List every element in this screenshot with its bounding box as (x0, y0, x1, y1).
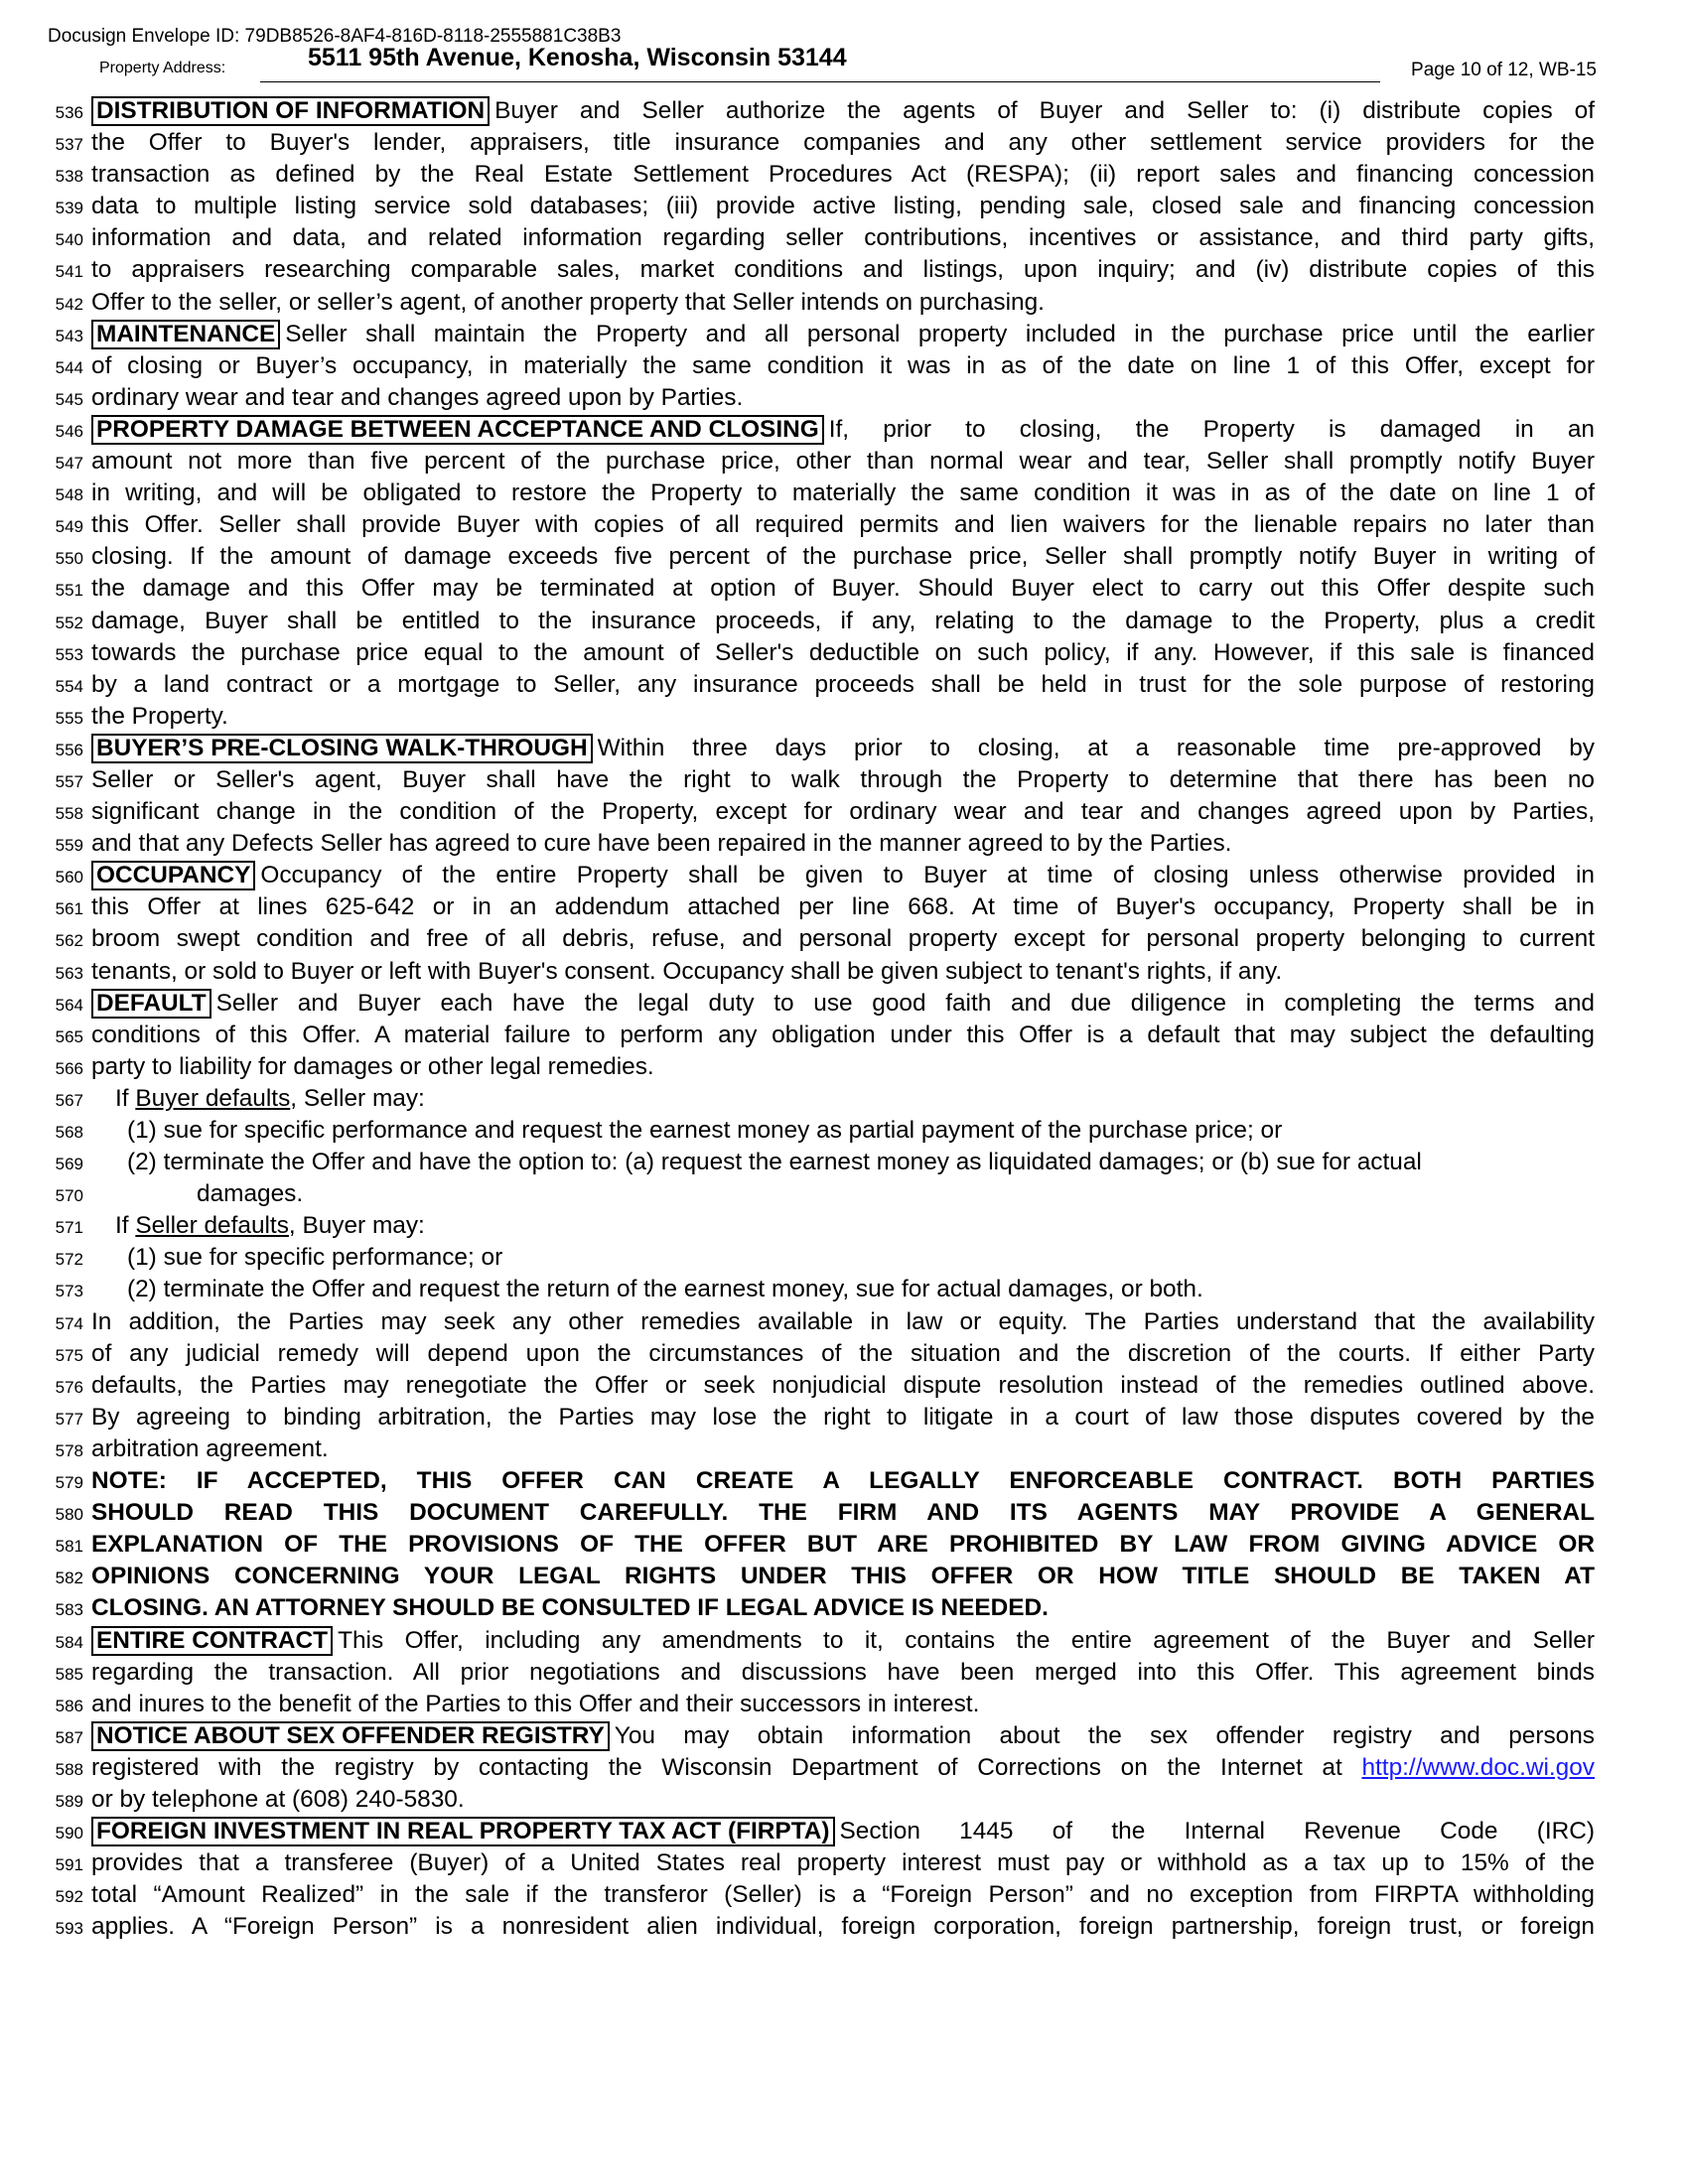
document-line (0, 159, 1688, 191)
document-line (0, 95, 1688, 127)
document-line (0, 1178, 1688, 1210)
line-body: to appraisers researching comparable sales, market conditions and listings, upon inquiry; and (iv) distribute copies of this (91, 256, 1595, 284)
line-number: 589 (55, 1791, 83, 1811)
line-text (91, 319, 1595, 350)
line-number: 544 (55, 357, 83, 377)
document-line (0, 1816, 1688, 1847)
line-text (91, 796, 1595, 828)
line-number: 560 (55, 868, 83, 887)
document-line (0, 669, 1688, 701)
line-number: 552 (55, 613, 83, 632)
line-text (91, 669, 1595, 701)
line-number: 548 (55, 485, 83, 505)
doc-website-link[interactable]: http://www.doc.wi.gov (1361, 1753, 1595, 1781)
line-number: 570 (55, 1186, 83, 1206)
line-body: ordinary wear and tear and changes agreed upon by Parties. (91, 383, 744, 411)
line-text (91, 350, 1595, 382)
document-line (0, 1147, 1688, 1178)
line-body: EXPLANATION OF THE PROVISIONS OF THE OFFER BUT ARE PROHIBITED BY LAW FROM GIVING ADVICE OR (91, 1531, 1595, 1559)
line-body: applies. A “Foreign Person” is a nonresident alien individual, foreign corporation, foreign partnership, foreign trust, or foreign (91, 1913, 1595, 1941)
line-text (91, 573, 1595, 605)
document-line (0, 1752, 1688, 1784)
line-text (91, 95, 1595, 127)
line-number: 557 (55, 771, 83, 791)
document-line (0, 1465, 1688, 1497)
line-body: amount not more than five percent of the purchase price, other than normal wear and tear, Seller shall promptly notify Buyer (91, 448, 1595, 476)
line-text (91, 733, 1595, 764)
line-text (91, 988, 1595, 1020)
line-body: You may obtain information about the sex offender registry and persons (614, 1721, 1595, 1749)
line-number: 578 (55, 1440, 83, 1460)
document-line (0, 1274, 1688, 1305)
document-line (0, 287, 1688, 319)
line-text (91, 828, 1595, 860)
line-number: 553 (55, 644, 83, 664)
document-line (0, 1210, 1688, 1242)
line-number: 561 (55, 899, 83, 919)
line-number: 581 (55, 1537, 83, 1557)
line-text (91, 860, 1595, 891)
line-number: 585 (55, 1664, 83, 1684)
line-text (91, 1306, 1595, 1338)
line-body: information and data, and related information regarding seller contributions, incentives or assistance, and third party gifts, (91, 224, 1595, 252)
line-text (91, 1338, 1595, 1370)
document-line (0, 988, 1688, 1020)
document-line (0, 1306, 1688, 1338)
line-text (91, 764, 1595, 796)
document-line (0, 222, 1688, 254)
line-body: CLOSING. AN ATTORNEY SHOULD BE CONSULTED IF LEGAL ADVICE IS NEEDED. (91, 1594, 1049, 1622)
line-text (91, 1752, 1595, 1784)
line-text (91, 891, 1595, 923)
document-line (0, 541, 1688, 573)
line-text (91, 1402, 1595, 1433)
line-body: of closing or Buyer’s occupancy, in materially the same condition it was in as of the date on line 1 of this Offer, except for (91, 351, 1595, 379)
line-number: 573 (55, 1282, 83, 1301)
document-line (0, 1784, 1688, 1816)
line-body: defaults, the Parties may renegotiate the Offer or seek nonjudicial dispute resolution instead of the remedies outlined above. (91, 1371, 1595, 1399)
line-body: Within three days prior to closing, at a reasonable time pre-approved by (597, 734, 1595, 761)
line-body: data to multiple listing service sold databases; (iii) provide active listing, pending sale, closed sale and financing concession (91, 193, 1595, 220)
line-number: 546 (55, 421, 83, 441)
line-text (91, 1879, 1595, 1911)
line-body: (2) terminate the Offer and request the return of the earnest money, sue for actual damages, or both. (127, 1276, 1203, 1303)
line-body: Occupancy of the entire Property shall be given to Buyer at time of closing unless otherwise provided in (260, 862, 1595, 889)
document-line (0, 1115, 1688, 1147)
line-body: or by telephone at (608) 240-5830. (91, 1785, 465, 1813)
line-text (91, 1242, 1595, 1274)
line-number: 550 (55, 549, 83, 569)
line-body: Seller and Buyer each have the legal duty to use good faith and due diligence in completing the terms and (215, 989, 1595, 1017)
line-number: 536 (55, 103, 83, 122)
section-heading: PROPERTY DAMAGE BETWEEN ACCEPTANCE AND CLOSING (91, 415, 824, 445)
line-body: This Offer, including any amendments to it, contains the entire agreement of the Buyer and Seller (338, 1626, 1595, 1654)
document-line (0, 446, 1688, 478)
line-body: and inures to the benefit of the Parties to this Offer and their successors in interest. (91, 1690, 980, 1717)
property-address-line (260, 81, 1380, 82)
document-line (0, 1657, 1688, 1689)
line-number: 580 (55, 1505, 83, 1525)
line-number: 582 (55, 1569, 83, 1588)
line-body: towards the purchase price equal to the amount of Seller's deductible on such policy, if any. However, if this sale is financed (91, 638, 1595, 666)
line-body: the damage and this Offer may be terminated at option of Buyer. Should Buyer elect to carry out this Offer despite such (91, 575, 1595, 603)
line-text (91, 254, 1595, 286)
line-number: 577 (55, 1409, 83, 1429)
document-line (0, 382, 1688, 414)
underlined-term: Seller defaults (135, 1212, 289, 1240)
line-number: 588 (55, 1759, 83, 1779)
document-line (0, 1561, 1688, 1592)
line-body: of any judicial remedy will depend upon the circumstances of the situation and the discretion of the courts. If either Party (91, 1339, 1595, 1367)
line-text (91, 509, 1595, 541)
document-line (0, 606, 1688, 637)
line-text (91, 1020, 1595, 1051)
section-heading: BUYER’S PRE-CLOSING WALK-THROUGH (91, 734, 593, 763)
line-text (91, 923, 1595, 955)
section-heading: DEFAULT (91, 989, 211, 1019)
line-number: 555 (55, 708, 83, 728)
line-text (91, 541, 1595, 573)
line-text (91, 1178, 1595, 1210)
line-body: total “Amount Realized” in the sale if the transferor (Seller) is a “Foreign Person” and no exception from FIRPTA withholding (91, 1881, 1595, 1909)
section-heading: DISTRIBUTION OF INFORMATION (91, 96, 490, 126)
line-number: 554 (55, 676, 83, 696)
line-body: registered with the registry by contacting the Wisconsin Department of Corrections on the Internet at (91, 1753, 1342, 1781)
line-body: OPINIONS CONCERNING YOUR LEGAL RIGHTS UNDER THIS OFFER OR HOW TITLE SHOULD BE TAKEN AT (91, 1563, 1595, 1590)
document-line (0, 860, 1688, 891)
page-number: Page 10 of 12, WB-15 (1411, 60, 1597, 80)
document-line (0, 1083, 1688, 1115)
document-line (0, 796, 1688, 828)
line-number: 576 (55, 1377, 83, 1397)
section-heading: ENTIRE CONTRACT (91, 1626, 333, 1656)
line-number: 586 (55, 1696, 83, 1715)
line-text (91, 1561, 1595, 1592)
line-text (91, 382, 1595, 414)
line-text (91, 1433, 1595, 1465)
document-line (0, 1879, 1688, 1911)
line-number: 575 (55, 1345, 83, 1365)
line-number: 568 (55, 1123, 83, 1142)
line-number: 540 (55, 230, 83, 250)
line-body: Section 1445 of the Internal Revenue Code (IRC) (839, 1818, 1595, 1845)
line-number: 579 (55, 1473, 83, 1493)
line-body: Offer to the seller, or seller’s agent, of another property that Seller intends on purchasing. (91, 288, 1045, 316)
line-number: 593 (55, 1919, 83, 1939)
document-line (0, 1051, 1688, 1083)
line-text (91, 1083, 1595, 1115)
line-prefix: If (115, 1212, 136, 1240)
document-line (0, 509, 1688, 541)
document-line (0, 254, 1688, 286)
document-line (0, 956, 1688, 988)
line-number: 587 (55, 1727, 83, 1747)
line-body: Buyer and Seller authorize the agents of Buyer and Seller to: (i) distribute copies of (494, 97, 1595, 124)
line-text (91, 606, 1595, 637)
document-line (0, 1497, 1688, 1529)
line-text (91, 1465, 1595, 1497)
line-body: conditions of this Offer. A material failure to perform any obligation under this Offer is a default that may subject the defaulting (91, 1021, 1595, 1048)
line-text (91, 478, 1595, 509)
line-number: 569 (55, 1155, 83, 1174)
line-body: NOTE: IF ACCEPTED, THIS OFFER CAN CREATE A LEGALLY ENFORCEABLE CONTRACT. BOTH PARTIES (91, 1467, 1595, 1495)
line-number: 539 (55, 199, 83, 218)
line-text (91, 1847, 1595, 1879)
line-number: 559 (55, 836, 83, 856)
section-heading: FOREIGN INVESTMENT IN REAL PROPERTY TAX ACT (FIRPTA) (91, 1817, 835, 1846)
document-line (0, 1242, 1688, 1274)
document-line (0, 701, 1688, 733)
document-line (0, 414, 1688, 446)
line-body: provides that a transferee (Buyer) of a United States real property interest must pay or withhold as a tax up to 15% of the (91, 1849, 1595, 1877)
line-text (91, 1720, 1595, 1752)
line-body: Seller or Seller's agent, Buyer shall have the right to walk through the Property to determine that there has been no (91, 765, 1595, 793)
document-line (0, 1720, 1688, 1752)
document-line (0, 478, 1688, 509)
envelope-id: Docusign Envelope ID: 79DB8526-8AF4-816D-8118-2555881C38B3 (48, 26, 622, 47)
line-body: In addition, the Parties may seek any other remedies available in law or equity. The Parties understand that the availability (91, 1307, 1595, 1335)
line-number: 551 (55, 581, 83, 601)
line-number: 574 (55, 1313, 83, 1333)
line-number: 558 (55, 804, 83, 824)
document-line (0, 923, 1688, 955)
line-number: 564 (55, 995, 83, 1015)
line-text (91, 956, 1595, 988)
line-number: 566 (55, 1058, 83, 1078)
line-number: 584 (55, 1632, 83, 1652)
document-line (0, 1847, 1688, 1879)
line-body: SHOULD READ THIS DOCUMENT CAREFULLY. THE FIRM AND ITS AGENTS MAY PROVIDE A GENERAL (91, 1499, 1595, 1527)
line-number: 592 (55, 1887, 83, 1907)
document-line (0, 573, 1688, 605)
line-body: (1) sue for specific performance; or (127, 1244, 503, 1272)
line-body: transaction as defined by the Real Estate Settlement Procedures Act (RESPA); (ii) report sales and financing concession (91, 161, 1595, 189)
line-text (91, 1529, 1595, 1561)
line-text (91, 222, 1595, 254)
line-text (91, 1147, 1595, 1178)
document-line (0, 319, 1688, 350)
document-line (0, 1911, 1688, 1943)
property-address-value: 5511 95th Avenue, Kenosha, Wisconsin 53144 (308, 44, 847, 71)
line-text (91, 637, 1595, 669)
line-text (91, 1370, 1595, 1402)
document-body (0, 95, 1688, 1943)
line-text (91, 159, 1595, 191)
document-line (0, 637, 1688, 669)
document-line (0, 1592, 1688, 1624)
line-body: (2) terminate the Offer and have the option to: (a) request the earnest money as liquidated damages; or (b) sue for actual (127, 1149, 1422, 1176)
line-number: 567 (55, 1090, 83, 1110)
line-body: by a land contract or a mortgage to Seller, any insurance proceeds shall be held in trust for the sole purpose of restoring (91, 670, 1595, 698)
line-text (91, 446, 1595, 478)
line-body: closing. If the amount of damage exceeds five percent of the purchase price, Seller shall promptly notify Buyer in writing of (91, 543, 1595, 571)
line-body: damage, Buyer shall be entitled to the insurance proceeds, if any, relating to the damage to the Property, plus a credit (91, 607, 1595, 634)
document-line (0, 828, 1688, 860)
line-body: If, prior to closing, the Property is damaged in an (828, 415, 1595, 443)
line-body: , Seller may: (290, 1084, 425, 1112)
line-text (91, 1051, 1595, 1083)
line-body: this Offer. Seller shall provide Buyer with copies of all required permits and lien waivers for the lienable repairs no later than (91, 511, 1595, 539)
line-text (91, 1210, 1595, 1242)
line-body: tenants, or sold to Buyer or left with Buyer's consent. Occupancy shall be given subject to tenant's rights, if any. (91, 957, 1283, 985)
document-line (0, 1402, 1688, 1433)
document-line (0, 1433, 1688, 1465)
line-number: 572 (55, 1250, 83, 1270)
line-body: (1) sue for specific performance and request the earnest money as partial payment of the purchase price; or (127, 1117, 1283, 1144)
section-heading: MAINTENANCE (91, 320, 280, 349)
line-body: the Offer to Buyer's lender, appraisers, title insurance companies and any other settlement service providers for the (91, 129, 1595, 157)
line-text (91, 1497, 1595, 1529)
document-line (0, 1020, 1688, 1051)
line-text (91, 1274, 1595, 1305)
line-number: 583 (55, 1600, 83, 1620)
document-line (0, 1338, 1688, 1370)
line-text (91, 1115, 1595, 1147)
document-line (0, 1370, 1688, 1402)
document-line (0, 1625, 1688, 1657)
line-number: 563 (55, 963, 83, 983)
document-line (0, 764, 1688, 796)
line-number: 542 (55, 294, 83, 314)
line-body: arbitration agreement. (91, 1434, 329, 1462)
line-number: 541 (55, 262, 83, 282)
line-number: 538 (55, 167, 83, 187)
line-body: this Offer at lines 625-642 or in an addendum attached per line 668. At time of Buyer's occupancy, Property shall be in (91, 893, 1595, 921)
line-prefix: If (115, 1084, 136, 1112)
line-body: damages. (197, 1180, 304, 1208)
line-number: 547 (55, 454, 83, 474)
line-text (91, 1592, 1595, 1624)
line-body: in writing, and will be obligated to restore the Property to materially the same condition it was in as of the date on line 1 of (91, 479, 1595, 507)
line-text (91, 1816, 1595, 1847)
line-body: broom swept condition and free of all debris, refuse, and personal property except for personal property belonging to current (91, 925, 1595, 953)
line-body: By agreeing to binding arbitration, the Parties may lose the right to litigate in a court of law those disputes covered by the (91, 1403, 1595, 1431)
line-body: regarding the transaction. All prior negotiations and discussions have been merged into this Offer. This agreement binds (91, 1658, 1595, 1686)
line-text (91, 1625, 1595, 1657)
line-body: the Property. (91, 702, 228, 730)
line-text (91, 414, 1595, 446)
document-line (0, 1689, 1688, 1720)
line-number: 571 (55, 1218, 83, 1238)
line-number: 543 (55, 326, 83, 345)
line-body: Seller shall maintain the Property and all personal property included in the purchase price until the earlier (285, 320, 1595, 347)
underlined-term: Buyer defaults (135, 1084, 291, 1112)
line-number: 545 (55, 389, 83, 409)
line-number: 591 (55, 1855, 83, 1875)
line-number: 565 (55, 1026, 83, 1046)
line-number: 590 (55, 1824, 83, 1843)
section-heading: NOTICE ABOUT SEX OFFENDER REGISTRY (91, 1721, 610, 1751)
document-line (0, 350, 1688, 382)
document-line (0, 733, 1688, 764)
line-number: 549 (55, 517, 83, 537)
line-text (91, 1784, 1595, 1816)
line-text (91, 191, 1595, 222)
line-body: party to liability for damages or other legal remedies. (91, 1052, 654, 1080)
document-line (0, 1529, 1688, 1561)
line-text (91, 287, 1595, 319)
document-line (0, 191, 1688, 222)
line-number: 537 (55, 135, 83, 155)
line-number: 562 (55, 931, 83, 951)
line-text (91, 1911, 1595, 1943)
line-text (91, 701, 1595, 733)
line-text (91, 1657, 1595, 1689)
section-heading: OCCUPANCY (91, 861, 255, 890)
line-body: , Buyer may: (288, 1212, 425, 1240)
line-number: 556 (55, 740, 83, 759)
line-text (91, 127, 1595, 159)
line-body: and that any Defects Seller has agreed to cure have been repaired in the manner agreed to by the Parties. (91, 830, 1232, 858)
line-body: significant change in the condition of the Property, except for ordinary wear and tear and changes agreed upon by Parties, (91, 798, 1595, 826)
property-address-label: Property Address: (99, 60, 226, 76)
document-line (0, 891, 1688, 923)
document-line (0, 127, 1688, 159)
line-text (91, 1689, 1595, 1720)
